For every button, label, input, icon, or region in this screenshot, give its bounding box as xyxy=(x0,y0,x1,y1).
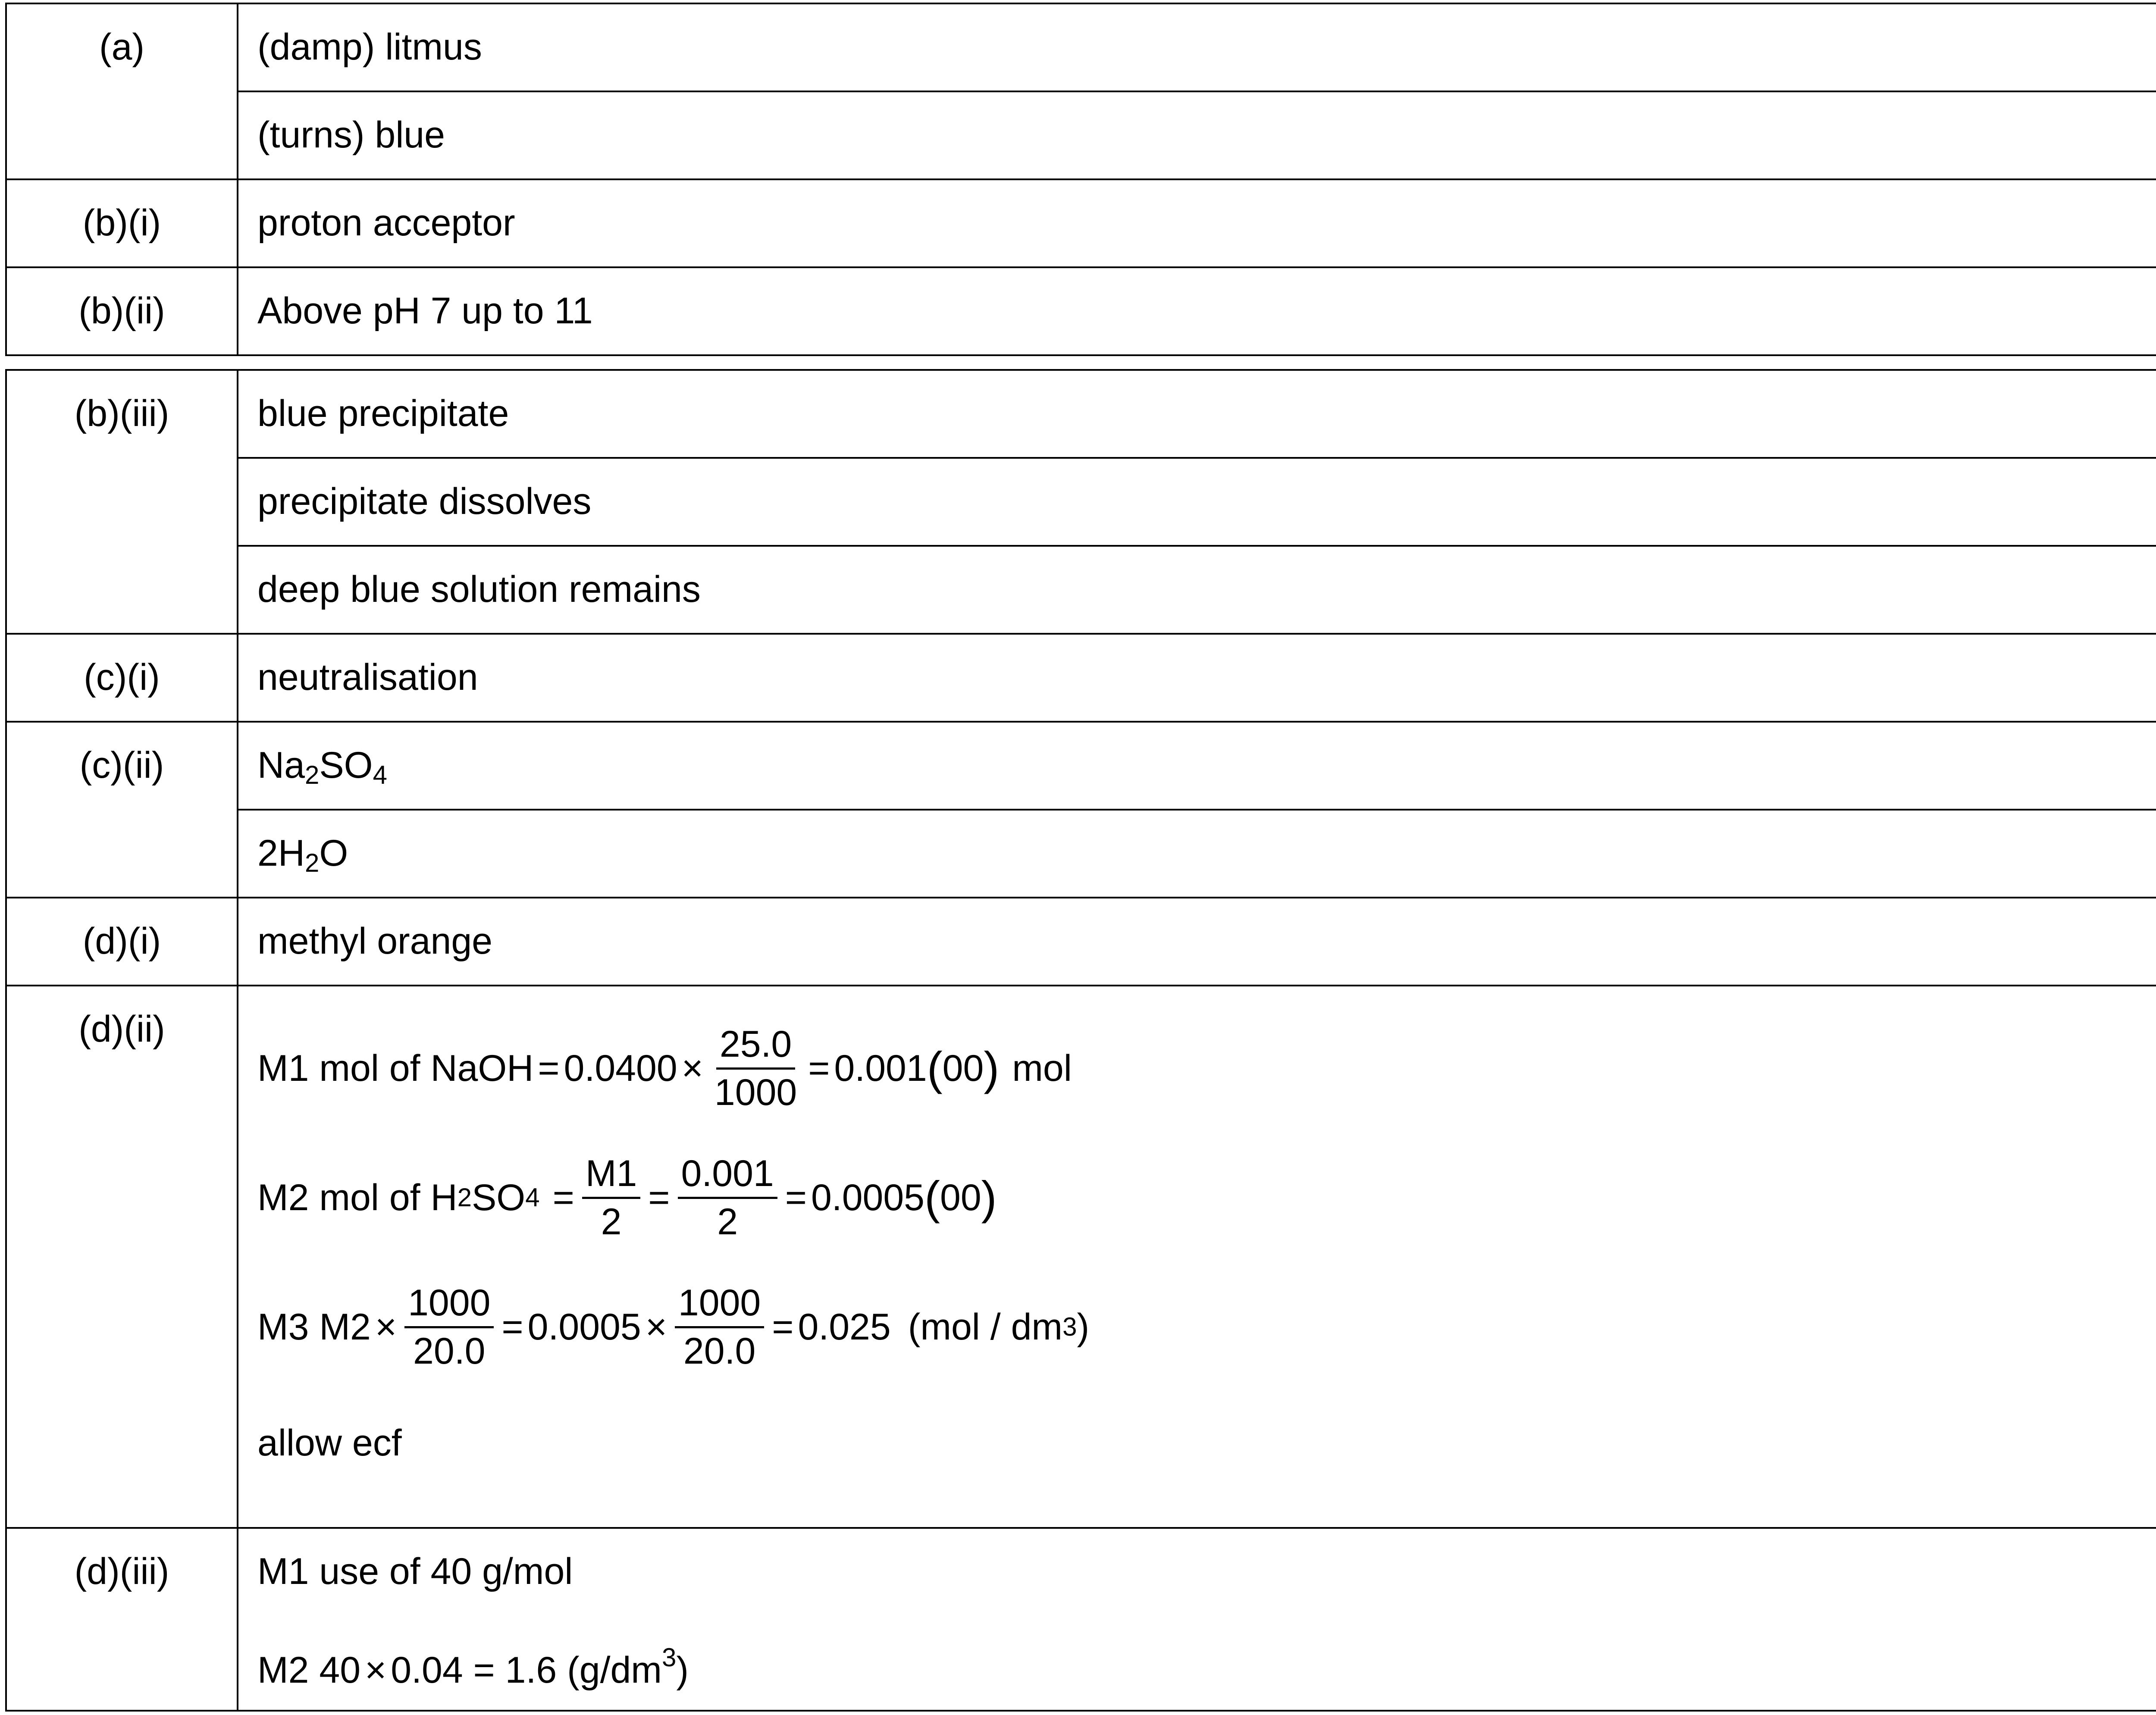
fraction xyxy=(675,1283,764,1371)
text: Na xyxy=(257,745,305,786)
times-sign: × xyxy=(375,1306,397,1348)
question-number: (d)(iii) xyxy=(6,1528,238,1711)
text: 0.0400 xyxy=(564,1047,677,1089)
denominator: 2 xyxy=(717,1201,738,1242)
answer-text: proton acceptor xyxy=(238,179,2156,267)
paren: ) xyxy=(984,1042,1000,1094)
answer-text: (damp) litmus xyxy=(238,3,2156,91)
times-sign: × xyxy=(365,1649,387,1691)
equals-sign: = xyxy=(501,1306,523,1348)
subscript: 2 xyxy=(304,848,320,877)
subscript: 4 xyxy=(373,760,387,789)
question-number: (c)(i) xyxy=(6,634,238,722)
fraction xyxy=(582,1153,640,1242)
text: O xyxy=(319,832,348,874)
numerator: 0.001 xyxy=(678,1153,777,1199)
text: 0.04 = 1.6 (g/dm xyxy=(391,1649,662,1691)
numerator: M1 xyxy=(582,1153,640,1199)
equals-sign: = xyxy=(785,1177,807,1218)
text: 00 xyxy=(942,1047,984,1089)
question-number: (a) xyxy=(6,3,238,179)
superscript: 3 xyxy=(661,1643,677,1672)
paren: ( xyxy=(924,1171,940,1224)
answer-formula-na2so4 xyxy=(238,722,2156,810)
answer-formula-2h2o xyxy=(238,810,2156,898)
line-m1: M1 use of 40 g/mol xyxy=(257,1551,573,1592)
paren: ) xyxy=(981,1171,997,1224)
text: ) xyxy=(676,1649,689,1691)
equals-sign: = xyxy=(808,1047,830,1089)
answer-text: Above pH 7 up to 11 xyxy=(238,267,2156,355)
paren: ( xyxy=(927,1042,943,1094)
text: SO xyxy=(471,1177,526,1218)
answer-text: neutralisation xyxy=(238,634,2156,722)
text: 00 xyxy=(940,1177,981,1218)
denominator: 20.0 xyxy=(683,1330,756,1372)
subscript: 2 xyxy=(304,760,320,789)
answer-calculation xyxy=(238,986,2156,1528)
numerator: 1000 xyxy=(404,1283,494,1328)
answer-text: methyl orange xyxy=(238,898,2156,986)
question-number: (d)(ii) xyxy=(6,986,238,1528)
equals-sign: = xyxy=(648,1177,670,1218)
denominator: 1000 xyxy=(714,1071,797,1113)
numerator: 1000 xyxy=(675,1283,764,1328)
answer-text: precipitate dissolves xyxy=(238,458,2156,546)
text: M1 mol of NaOH xyxy=(257,1047,534,1089)
fraction xyxy=(711,1024,800,1113)
text: SO xyxy=(319,745,373,786)
fraction xyxy=(678,1153,777,1242)
question-number: (b)(i) xyxy=(6,179,238,267)
times-sign: × xyxy=(645,1306,667,1348)
equation-m2: M2 mol of H 2 SO 4 = $\frac{M1}{2}$ = $\frac{0.001}{2}$ = 0.0005 ( 00 ) xyxy=(257,1152,997,1242)
question-number: (c)(ii) xyxy=(6,722,238,898)
equation-m1 xyxy=(257,1004,2156,1133)
text: 0.001 xyxy=(834,1047,927,1089)
question-number: (d)(i) xyxy=(6,898,238,986)
text: 0.0005 xyxy=(527,1306,641,1348)
unit: (mol / dm xyxy=(908,1306,1063,1348)
answer-text: blue precipitate xyxy=(238,370,2156,458)
answer-text: deep blue solution remains xyxy=(238,546,2156,634)
equals-sign: = xyxy=(552,1177,574,1218)
text: 0.0005 xyxy=(811,1177,925,1218)
denominator: 20.0 xyxy=(413,1330,486,1372)
text: M2 40 xyxy=(257,1649,361,1691)
unit: mol xyxy=(1012,1047,1072,1089)
question-number: (b)(iii) xyxy=(6,370,238,634)
denominator: 2 xyxy=(601,1201,622,1242)
text: M3 M2 xyxy=(257,1306,371,1348)
fraction xyxy=(404,1283,494,1371)
equation-m3: M3 M2 × $\frac{1000}{20.0}$ = 0.0005 × $\frac{1000}{20.0}$ = 0.025 (mol / dm 3 ) xyxy=(257,1282,1090,1372)
equals-sign: = xyxy=(538,1047,560,1089)
times-sign: × xyxy=(681,1047,703,1089)
equals-sign: = xyxy=(772,1306,794,1348)
text: 0.025 xyxy=(798,1306,891,1348)
text: 2H xyxy=(257,832,305,874)
allow-ecf-note: allow ecf xyxy=(257,1422,402,1464)
question-number: (b)(ii) xyxy=(6,267,238,355)
text: M2 mol of H xyxy=(257,1177,458,1218)
mark-scheme-table-2 xyxy=(5,369,2156,1712)
answer-calculation xyxy=(238,1528,2156,1711)
answer-text: (turns) blue xyxy=(238,91,2156,179)
numerator: 25.0 xyxy=(716,1024,795,1070)
mark-scheme-table-1 xyxy=(5,3,2156,356)
unit: ) xyxy=(1077,1306,1090,1348)
line-m2 xyxy=(257,1643,2156,1692)
